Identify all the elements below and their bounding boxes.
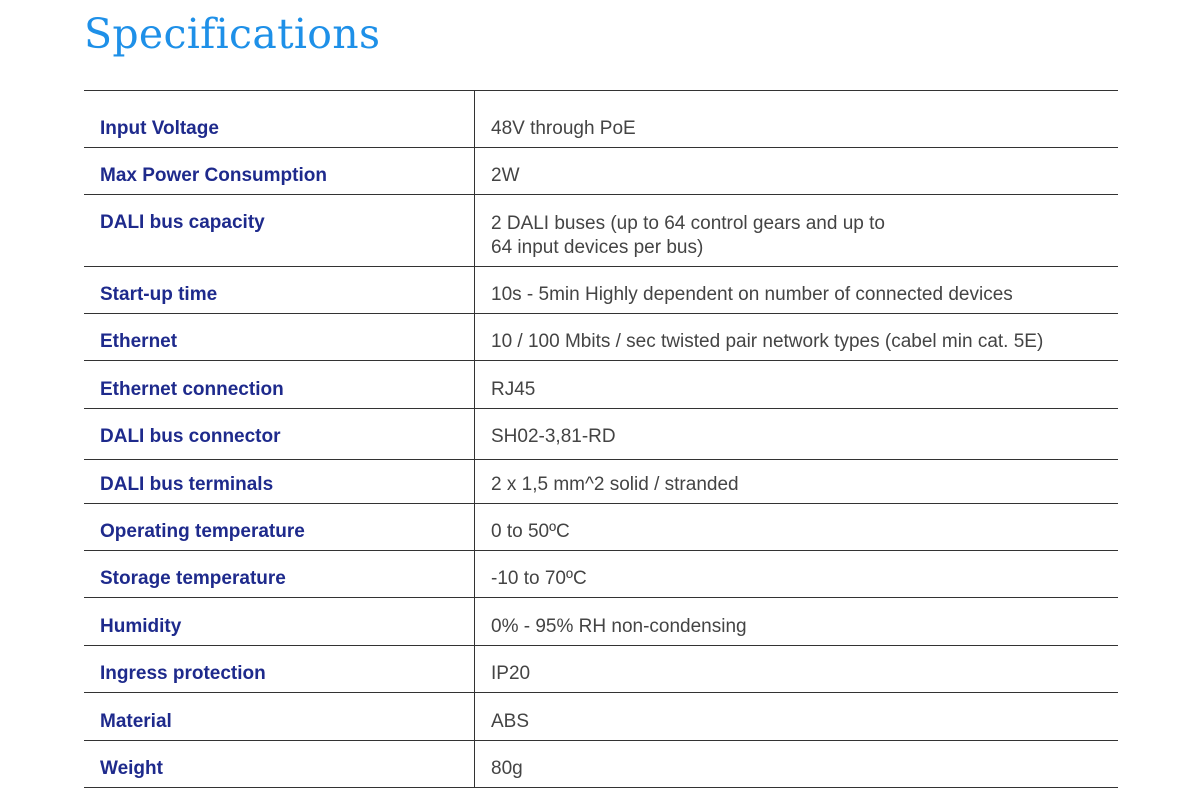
spec-row-input-voltage	[84, 91, 1118, 148]
spec-value-line: 64 input devices per bus)	[491, 237, 704, 258]
spec-value: 0% - 95% RH non-condensing	[491, 616, 747, 637]
spec-label: DALI bus connector	[84, 409, 475, 459]
spec-label: Max Power Consumption	[84, 148, 475, 194]
spec-value: 0 to 50ºC	[491, 521, 570, 542]
spec-label: Storage temperature	[84, 551, 475, 597]
spec-value: 2 x 1,5 mm^2 solid / stranded	[491, 474, 739, 495]
spec-label: Start-up time	[84, 267, 475, 313]
spec-row-ethernet	[84, 314, 1118, 361]
spec-row-operating-temperature	[84, 504, 1118, 551]
spec-row-humidity	[84, 598, 1118, 646]
spec-value: IP20	[491, 663, 531, 684]
spec-label: Input Voltage	[84, 91, 475, 147]
spec-value: -10 to 70ºC	[491, 568, 587, 589]
spec-row-dali-capacity	[84, 195, 1118, 267]
spec-label: DALI bus terminals	[84, 460, 475, 503]
page-title: Specifications	[84, 10, 381, 58]
spec-label: Weight	[84, 741, 475, 787]
spec-value: 10s - 5min Highly dependent on number of connected devices	[491, 284, 1013, 305]
specifications-table	[84, 90, 1118, 788]
spec-label: Ingress protection	[84, 646, 475, 692]
spec-label: Ethernet	[84, 314, 475, 360]
spec-value	[475, 195, 1118, 266]
spec-value: 10 / 100 Mbits / sec twisted pair network types (cabel min cat. 5E)	[491, 331, 1044, 352]
spec-label: Operating temperature	[84, 504, 475, 550]
spec-value: ABS	[491, 711, 530, 732]
spec-value: RJ45	[491, 379, 536, 400]
spec-row-ingress-protection	[84, 646, 1118, 693]
spec-label: Humidity	[84, 598, 475, 645]
spec-row-material	[84, 693, 1118, 741]
spec-row-dali-terminals	[84, 460, 1118, 504]
spec-value: 48V through PoE	[491, 118, 636, 139]
spec-row-ethernet-connection	[84, 361, 1118, 409]
spec-value: SH02-3,81-RD	[491, 426, 616, 447]
spec-row-max-power	[84, 148, 1118, 195]
spec-row-startup-time	[84, 267, 1118, 314]
spec-label: Ethernet connection	[84, 361, 475, 408]
spec-row-weight	[84, 741, 1118, 788]
spec-row-dali-connector	[84, 409, 1118, 460]
spec-value: 2W	[491, 165, 520, 186]
spec-label: DALI bus capacity	[84, 195, 475, 266]
spec-label: Material	[84, 693, 475, 740]
spec-row-storage-temperature	[84, 551, 1118, 598]
spec-value-line: 2 DALI buses (up to 64 control gears and up to	[491, 213, 885, 234]
spec-value: 80g	[491, 758, 523, 779]
